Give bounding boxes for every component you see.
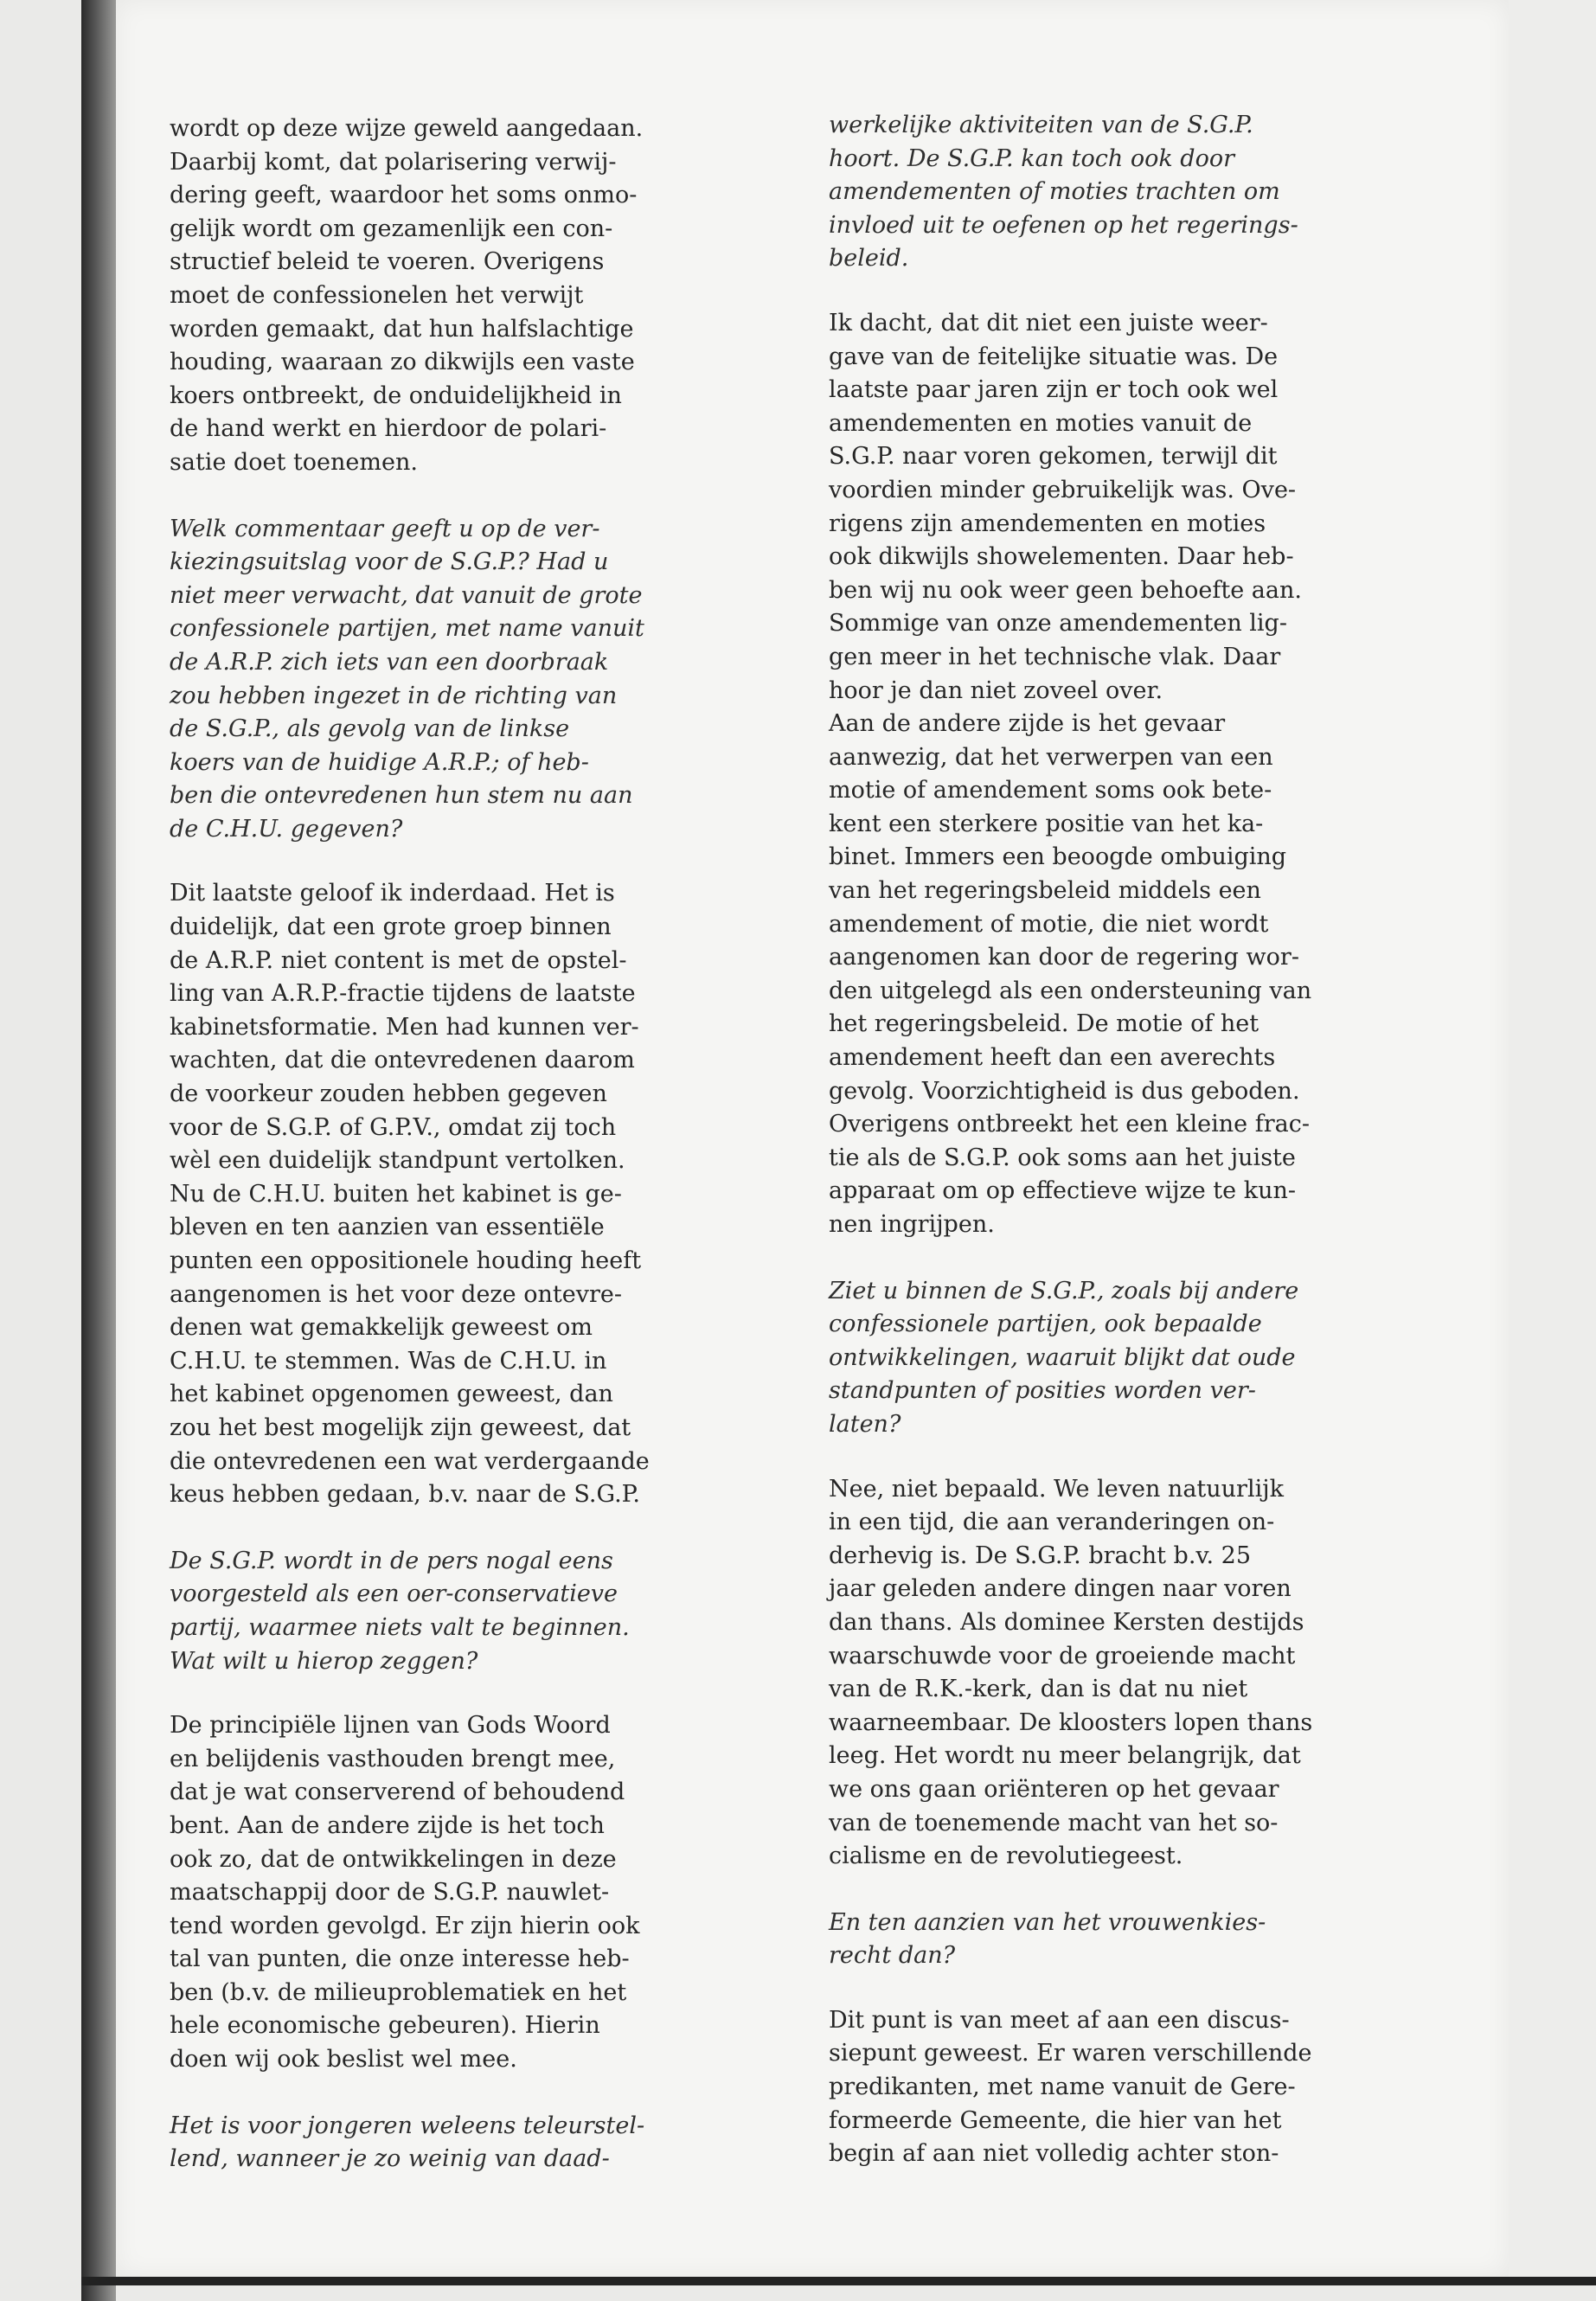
page-bottom-edge	[81, 2277, 1596, 2285]
interview-question: De S.G.P. wordt in de pers nogal eens voorgesteld als een oer-conservatieve partij, waarmee niets valt te beginnen. Wat wilt u hierop zeggen?	[170, 1547, 630, 1675]
interview-question: Welk commentaar geeft u op de ver- kiezingsuitslag voor de S.G.P.? Had u niet meer verwacht, dat vanuit de grote confessionele partijen, met name vanuit de A.R.P. zich iets van een doorbraak zou hebben ingezet in de richting van de S.G.P., als gevolg van de linkse koers van de huidige A.R.P.; of heb- ben die ontevredenen hun stem nu aan de C.H.U. gegeven?	[170, 515, 644, 843]
paragraph-answer: Ik dacht, dat dit niet een juiste weer- gave van de feitelijke situatie was. De laatste paar jaren zijn er toch ook wel amendementen en moties vanuit de S.G.P. naar voren gekomen, terwijl dit voordien minder gebruikelijk was. Ove- rigens zijn amendementen en moties ook dikwijls showelementen. Daar heb- ben wij nu ook weer geen behoefte aan. Sommige van onze amendementen lig- gen meer in het technische vlak. Daar hoor je dan niet zoveel over.	[829, 309, 1302, 704]
text-column-right	[829, 109, 1404, 2171]
paragraph-answer: Nee, niet bepaald. We leven natuurlijk in een tijd, die aan veranderingen on- derhevig is. De S.G.P. bracht b.v. 25 jaar geleden andere dingen naar voren dan thans. Als dominee Kersten destijds waarschuwde voor de groeiende macht van de R.K.-kerk, dan is dat nu niet waarneembaar. De kloosters lopen thans leeg. Het wordt nu meer belangrijk, dat we ons gaan oriënteren op het gevaar van de toenemende macht van het so- cialisme en de revolutiegeest.	[829, 1475, 1313, 1870]
text-column-left	[170, 112, 745, 2208]
paragraph-answer: Dit punt is van meet af aan een discus- siepunt geweest. Er waren verschillende predikanten, met name vanuit de Gere- formeerde Gemeente, die hier van het begin af aan niet volledig achter ston-	[829, 2006, 1312, 2168]
paragraph-answer: Dit laatste geloof ik inderdaad. Het is duidelijk, dat een grote groep binnen de A.R.P. niet content is met de opstel- ling van A.R.P.-fractie tijdens de laatste kabinetsformatie. Men had kunnen ver- wachten, dat die ontevredenen daarom de voorkeur zouden hebben gegeven voor de S.G.P. of G.P.V., omdat zij toch wèl een duidelijk standpunt vertolken. Nu de C.H.U. buiten het kabinet is ge- bleven en ten aanzien van essentiële punten een oppositionele houding heeft aangenomen is het voor deze ontevre- denen wat gemakkelijk geweest om C.H.U. te stemmen. Was de C.H.U. in het kabinet opgenomen geweest, dan zou het best mogelijk zijn geweest, dat die ontevredenen een wat verdergaande keus hebben gedaan, b.v. naar de S.G.P.	[170, 880, 650, 1509]
book-spine-shadow	[81, 0, 116, 2301]
interview-question-continued: werkelijke aktiviteiten van de S.G.P. hoort. De S.G.P. kan toch ook door amendementen of moties trachten om invloed uit te oefenen op het regerings- beleid.	[829, 112, 1298, 272]
paragraph-answer: Aan de andere zijde is het gevaar aanwezig, dat het verwerpen van een motie of amendement soms ook bete- kent een sterkere positie van het ka- binet. Immers een beoogde ombuiging van het regeringsbeleid middels een amendement of motie, die niet wordt aangenomen kan door de regering wor- den uitgelegd als een ondersteuning van het regeringsbeleid. De motie of het amendement heeft dan een averechts gevolg. Voorzichtigheid is dus geboden. Overigens ontbreekt het een kleine frac- tie als de S.G.P. ook soms aan het juiste apparaat om op effectieve wijze te kun- nen ingrijpen.	[829, 710, 1312, 1238]
interview-question: En ten aanzien van het vrouwenkies- recht dan?	[829, 1908, 1266, 1970]
interview-question: Ziet u binnen de S.G.P., zoals bij andere confessionele partijen, ook bepaalde ontwikkelingen, waaruit blijkt dat oude standpunten of posities worden ver- laten?	[829, 1277, 1299, 1438]
interview-question: Het is voor jongeren weleens teleurstel- lend, wanneer je zo weinig van daad-	[170, 2112, 645, 2173]
page-margin-right	[1509, 0, 1596, 2277]
paragraph-answer: wordt op deze wijze geweld aangedaan. Daarbij komt, dat polarisering verwij- dering geeft, waardoor het soms onmo- gelijk wordt om gezamenlijk een con- structief beleid te voeren. Overigens moet de confessionelen het verwijt worden gemaakt, dat hun halfslachtige houding, waaraan zo dikwijls een vaste koers ontbreekt, de onduidelijkheid in de hand werkt en hierdoor de polari- satie doet toenemen.	[170, 115, 644, 476]
paragraph-answer: De principiële lijnen van Gods Woord en belijdenis vasthouden brengt mee, dat je wat conserverend of behoudend bent. Aan de andere zijde is het toch ook zo, dat de ontwikkelingen in deze maatschappij door de S.G.P. nauwlet- tend worden gevolgd. Er zijn hierin ook tal van punten, die onze interesse heb- ben (b.v. de milieuproblematiek en het hele economische gebeuren). Hierin doen wij ook beslist wel mee.	[170, 1712, 640, 2073]
